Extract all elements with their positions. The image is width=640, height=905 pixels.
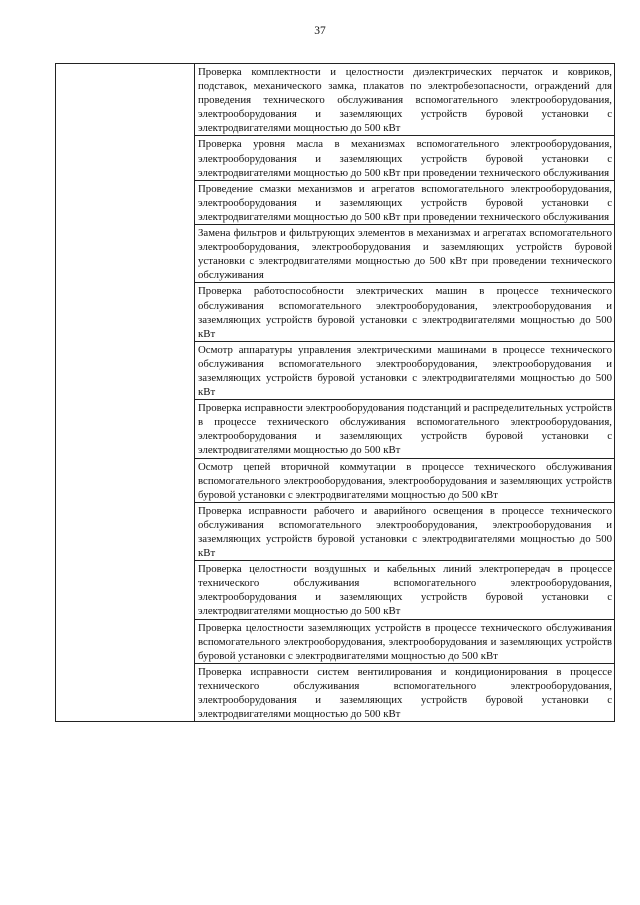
table-cell xyxy=(195,502,615,560)
page-number: 37 xyxy=(314,25,326,37)
cell-text: Проверка целостности заземляющих устройств в процессе технического обслуживания вспомогательного электрооборудования, электрооборудования и заземляющих устройств буровой установки с электродвигателями мощностью до 500 кВт xyxy=(198,621,612,662)
table-cell xyxy=(195,400,615,458)
cell-text: Проверка исправности рабочего и аварийного освещения в процессе технического обслуживания вспомогательного электрооборудования, электрооборудования и заземляющих устройств буровой установки с электродвигателями мощностью до 500 кВт xyxy=(198,504,612,560)
table-cell xyxy=(195,136,615,180)
left-column-cell xyxy=(56,64,195,722)
table-cell xyxy=(195,64,615,136)
cell-text: Проведение смазки механизмов и агрегатов вспомогательного электрооборудования, электрооборудования и заземляющих устройств буровой установки с электродвигателями мощностью до 500 кВт при проведении технического обслуживания xyxy=(198,182,612,223)
cell-text: Замена фильтров и фильтрующих элементов в механизмах и агрегатах вспомогательного электрооборудования, электрооборудования и заземляющих устройств буровой установки с электродвигателями мощностью до 500 кВт при проведении технического обслуживания xyxy=(198,227,612,282)
cell-text: Проверка уровня масла в механизмах вспомогательного электрооборудования, электрооборудования и заземляющих устройств буровой установки с электродвигателями мощностью до 500 кВт при проведении технического обслуживания xyxy=(198,138,612,179)
work-functions-table xyxy=(55,63,615,722)
table-row xyxy=(56,64,615,136)
table-cell xyxy=(195,341,615,399)
cell-text: Проверка комплектности и целостности диэлектрических перчаток и ковриков, подставок, механического замка, плакатов по электробезопасности, ограждений для проведения технического обслуживания вспомогательного электрооборудования, электрооборудования и заземляющих устройств буровой установки с электродвигателями мощностью до 500 кВт xyxy=(198,66,612,135)
table-cell xyxy=(195,225,615,283)
cell-text: Осмотр аппаратуры управления электрическими машинами в процессе технического обслуживания вспомогательного электрооборудования, электрооборудования и заземляющих устройств буровой установки с электродвигателями мощностью до 500 кВт xyxy=(198,343,612,399)
table-cell xyxy=(195,561,615,619)
table-cell xyxy=(195,663,615,721)
table-cell xyxy=(195,619,615,663)
table-cell xyxy=(195,283,615,341)
table-cell xyxy=(195,180,615,224)
cell-text: Проверка исправности электрооборудования подстанций и распределительных устройств в процессе технического обслуживания вспомогательного электрооборудования, электрооборудования и заземляющих устройств буровой установки с электродвигателями мощностью до 500 кВт xyxy=(198,402,612,457)
cell-text: Проверка целостности воздушных и кабельных линий электропередач в процессе технического обслуживания вспомогательного электрооборудования, электрооборудования и заземляющих устройств буровой установки с электродвигателями мощностью до 500 кВт xyxy=(198,563,612,618)
cell-text: Осмотр цепей вторичной коммутации в процессе технического обслуживания вспомогательного электрооборудования, электрооборудования и заземляющих устройств буровой установки с электродвигателями мощностью до 500 кВт xyxy=(198,460,612,501)
cell-text: Проверка исправности систем вентилирования и кондиционирования в процессе технического обслуживания вспомогательного электрооборудования, электрооборудования и заземляющих устройств буровой установки с электродвигателями мощностью до 500 кВт xyxy=(198,665,612,721)
table-cell xyxy=(195,458,615,502)
cell-text: Проверка работоспособности электрических машин в процессе технического обслуживания вспомогательного электрооборудования, электрооборудования и заземляющих устройств буровой установки с электродвигателями мощностью до 500 кВт xyxy=(198,285,612,340)
